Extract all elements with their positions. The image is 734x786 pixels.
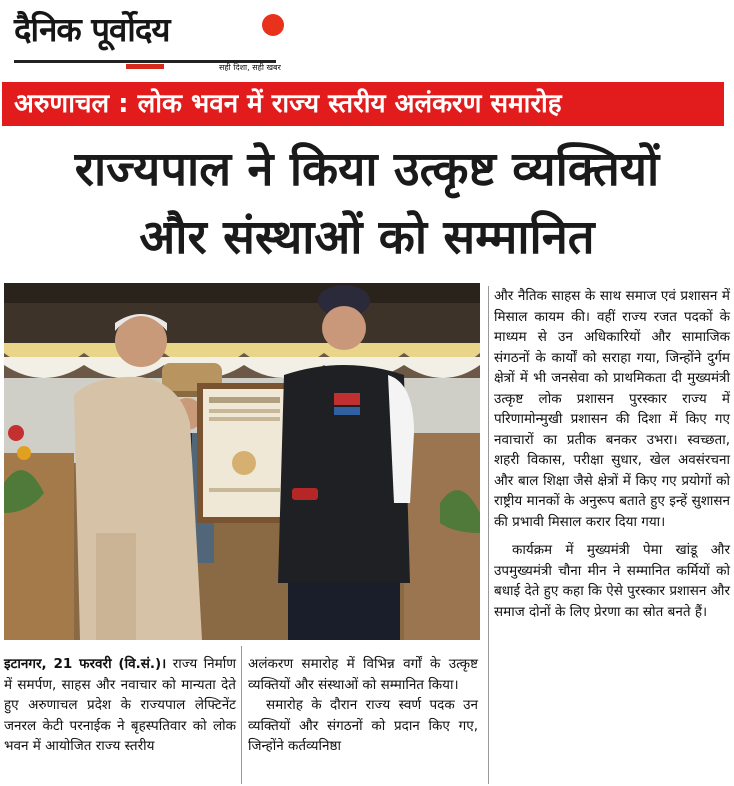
article-col2-paragraph-1: अलंकरण समारोह में विभिन्न वर्गों के उत्कृष्ट व्यक्तियों और संस्थाओं को सम्मानित किया। xyxy=(248,656,478,693)
article-col3-paragraph-1: और नैतिक साहस के साथ समाज एवं प्रशासन में मिसाल कायम की। वहीं राज्य रजत पदकों के माध्यम से उन अधिकारियों और सामाजिक संगठनों के कार्यों को सराहा गया, जिन्होंने दुर्गम क्षेत्रों में भी जनसेवा को प्राथमिकता दी मुख्यमंत्री उत्कृष्ट लोक प्रशासन पुरस्कार राज्य में परिणामोन्मुखी प्रशासन की दिशा में किए गए नवाचारों का प्रतीक बनकर उभरा। स्वच्छता, शहरी विकास, परीक्षा सुधार, खेल अवसंरचना और बाल शिक्षा जैसे क्षेत्रों में किए गए प्रयोगों को राष्ट्रीय मानकों के अनुरूप बताते हुए इन्हें सुशासन की प्रभावी मिसाल करार दिया गया। xyxy=(494,288,730,530)
article-column-2 xyxy=(248,654,478,757)
article-dateline: इटानगर, 21 फरवरी (वि.सं.)। xyxy=(4,656,167,672)
headline-line-2: और संस्थाओं को सम्मानित xyxy=(139,210,595,265)
article-col3-paragraph-2: कार्यक्रम में मुख्यमंत्री पेमा खांडू और उपमुख्यमंत्री चौना मीन ने सम्मानित कर्मियों को बधाई देते हुए कहा कि ऐसे पुरस्कार प्रशासन और समाज दोनों के लिए प्रेरणा का स्रोत बनते हैं। xyxy=(494,542,730,620)
article-col1-text: राज्य निर्माण में समर्पण, साहस और नवाचार को मान्यता देते हुए अरुणाचल प्रदेश के राज्यपाल लेफ्टिनेंट जनरल केटी परनाईक ने बृहस्पतिवार को लोक भवन में आयोजित राज्य स्तरीय xyxy=(4,656,236,754)
masthead xyxy=(14,8,279,72)
article-column-3 xyxy=(494,286,730,622)
article-column-1 xyxy=(4,654,236,757)
headline-line-1: राज्यपाल ने किया उत्कृष्ट व्यक्तियों xyxy=(74,142,660,197)
newspaper-tagline: सही दिशा, सही खबर xyxy=(219,63,281,72)
newspaper-name: दैनिक पूर्वोदय xyxy=(14,10,170,49)
article-col2-paragraph-2: समारोह के दौरान राज्य स्वर्ण पदक उन व्यक्तियों और संगठनों को प्रदान किए गए, जिन्होंने कर्तव्यनिष्ठा xyxy=(248,697,478,754)
masthead-red-bar xyxy=(126,64,164,69)
column-divider-right xyxy=(488,286,489,784)
section-banner: अरुणाचल : लोक भवन में राज्य स्तरीय अलंकरण समारोह xyxy=(2,82,724,126)
column-divider xyxy=(241,646,242,784)
sun-logo-icon xyxy=(262,14,284,36)
award-ceremony-photo xyxy=(4,283,480,640)
photo-illustration xyxy=(4,283,480,640)
